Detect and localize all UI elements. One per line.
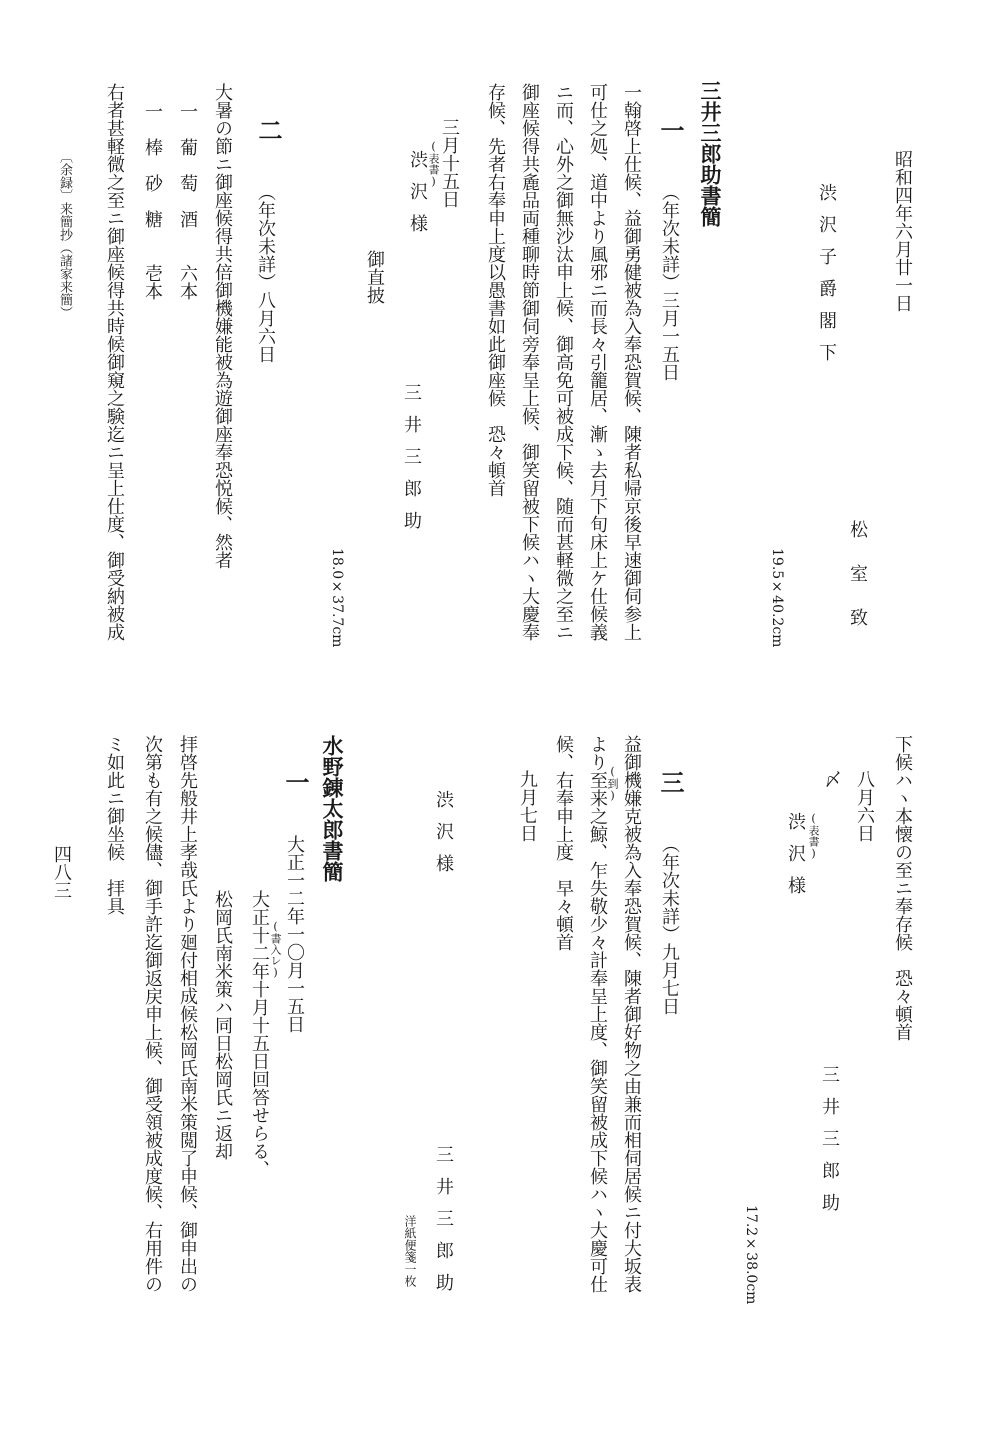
mizuno-letter1-number: 一 — [281, 770, 310, 794]
matsumuro-addressee: 渋沢子爵閣下 — [816, 183, 837, 375]
mitsui-letter2-dimensions: 17.2×38.0cm — [743, 1205, 759, 1305]
mizuno-letter1-shoire: 大正十二年十月十五日回答せらる、 — [249, 890, 270, 1178]
mitsui-letter3-ruby: (到) — [606, 765, 619, 802]
mizuno-letter1-body-line: 次第も有之候儘、御手許迄御返戻申上候、御受領被成度候、右用件の — [142, 735, 163, 1293]
page-number: 四八三 — [51, 845, 72, 899]
mizuno-letter1-body-line: 拝啓先般井上孝哉氏より廻付相成候松岡氏南米策閲了申候、御申出の — [177, 735, 198, 1293]
mitsui-letter2-body-line: 下候ハヽ本懐の至ニ奉存候 恐々頓首 — [892, 735, 913, 1041]
mizuno-letter1-date: 大正一二年一〇月一五日 — [284, 835, 305, 1033]
mitsui-letter1-dateline: 三月十五日 — [439, 118, 460, 208]
mitsui-letter2-dateline: 八月六日 — [854, 770, 875, 842]
mitsui-letter3-dateline: 九月七日 — [517, 770, 538, 842]
mitsui-letter3-sender: 三井三郎助 — [433, 1145, 454, 1305]
mitsui-letter3-body-line: 候、右奉申上度 早々頓首 — [553, 735, 574, 951]
mitsui-letter3-number: 三 — [656, 770, 685, 794]
running-head: 〔余録〕来簡抄（諸家来簡） — [57, 150, 72, 319]
mitsui-section-heading: 三井三郎助書簡 — [698, 80, 723, 227]
mitsui-letter1-date: （年次未詳）三月一五日 — [659, 183, 680, 381]
mitsui-letter1-body-line: 存候、先者右奉申上度以愚書如此御座候 恐々頓首 — [485, 83, 506, 497]
mitsui-letter2-sender: 三井三郎助 — [819, 1065, 840, 1225]
mizuno-letter1-note: 松岡氏南米策ハ同日松岡氏ニ返却 — [212, 890, 233, 1160]
mitsui-letter1-body-line: 御座候得共麁品両種聊時節御伺旁奉呈上候、御笑留被下候ハヽ大慶奉 — [519, 83, 540, 641]
mitsui-letter3-note: 洋紙便箋一枚 — [403, 1215, 417, 1287]
mitsui-letter2-number: 二 — [254, 118, 283, 142]
mitsui-letter2-omote-mark: 〆 — [821, 770, 842, 788]
mitsui-letter1-addressee: 渋沢様 — [407, 150, 428, 246]
matsumuro-dimensions: 19.5×40.2cm — [769, 548, 785, 648]
mitsui-letter1-body-line: ニ而、心外之御無沙汰申上候、御高免可被成下候、随而甚軽微之至ニ — [553, 83, 574, 641]
mitsui-letter3-date: （年次未詳）九月七日 — [659, 835, 680, 1015]
mitsui-letter1-sender: 三井三郎助 — [401, 383, 422, 543]
mitsui-letter2-item: 一 葡 萄 酒 六本 — [177, 102, 198, 300]
mitsui-letter2-omote-label: (表書) — [807, 812, 820, 860]
mitsui-letter1-body-line: 可仕之処、道中より風邪ニ而長々引籠居、漸ゝ去月下旬床上ケ仕候義 — [587, 83, 608, 641]
mitsui-letter2-item: 一 棒 砂 糖 壱本 — [142, 102, 163, 300]
mitsui-letter3-body-line: より至来之鯨、乍失敬少々計奉呈上度、御笑留被成下候ハヽ大慶可仕 — [587, 735, 608, 1293]
mitsui-letter2-body-line: 右者甚軽微之至ニ御座候得共時候御窺之験迄ニ呈上仕度、御受納被成 — [104, 83, 125, 641]
mitsui-letter1-number: 一 — [656, 118, 685, 142]
mitsui-letter1-omote-label: (表書) — [427, 140, 440, 188]
mitsui-letter1-body-line: 一翰啓上仕候、益御勇健被為入奉恐賀候、陳者私帰京後早速御伺参上 — [621, 83, 642, 641]
mitsui-letter1-note: 御直披 — [364, 250, 385, 304]
matsumuro-date: 昭和四年六月廿一日 — [892, 150, 913, 312]
mitsui-letter3-body-line: 益御機嫌克被為入奉恐賀候、陳者御好物之由兼而相伺居候ニ付大坂表 — [621, 735, 642, 1293]
mizuno-letter1-body-line: ミ如此ニ御坐候 拝具 — [104, 735, 125, 915]
mitsui-letter1-dimensions: 18.0×37.7cm — [329, 548, 345, 648]
mitsui-letter2-body-line: 大暑の節ニ御座候得共倍御機嫌能被為遊御座奉恐悦候、然者 — [212, 83, 233, 569]
mitsui-letter3-addressee: 渋沢様 — [433, 790, 454, 886]
mizuno-letter1-shoire-label: (書入レ) — [269, 920, 282, 979]
mizuno-section-heading: 水野錬太郎書簡 — [320, 735, 345, 882]
mitsui-letter2-date: （年次未詳）八月六日 — [255, 183, 276, 363]
mitsui-letter2-addressee: 渋沢様 — [785, 812, 806, 908]
matsumuro-sender: 松室致 — [847, 520, 868, 652]
